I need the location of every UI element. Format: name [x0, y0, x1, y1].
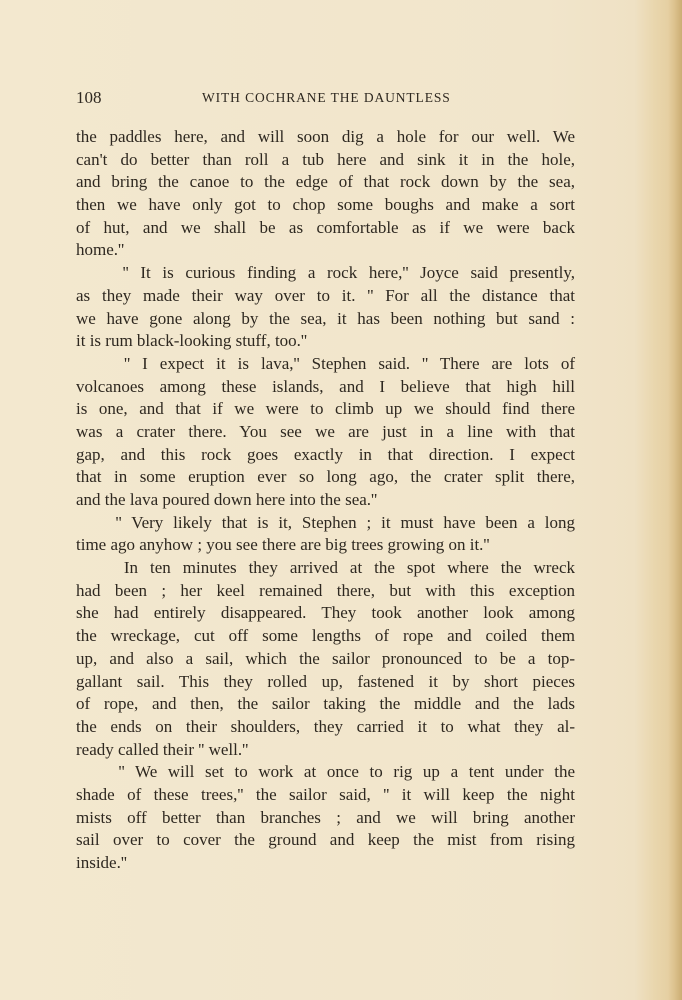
text-line: can't do better than roll a tub here and sink it in the hole, — [76, 149, 575, 169]
text-line: mists off better than branches ; and we will bring another — [76, 807, 575, 827]
text-line: shade of these trees,'' the sailor said, '' it will keep the night — [76, 784, 575, 804]
text-line: gallant sail. This they rolled up, fastened it by short pieces — [76, 671, 575, 691]
text-line: that in some eruption ever so long ago, the crater split there, — [76, 467, 575, 487]
text-line: had been ; her keel remained there, but with this exception — [76, 580, 575, 600]
text-line: gap, and this rock goes exactly in that direction. I expect — [76, 444, 575, 464]
text-line: then we have only got to chop some boughs and make a sort — [76, 195, 575, 215]
text-line: up, and also a sail, which the sailor pronounced to be a top- — [76, 648, 575, 668]
text-line: the ends on their shoulders, they carried it to what they al- — [76, 716, 575, 736]
text-line: '' We will set to work at once to rig up a tent under the — [76, 762, 575, 782]
text-line: and bring the canoe to the edge of that rock down by the sea, — [76, 172, 575, 192]
running-title: WITH COCHRANE THE DAUNTLESS — [202, 90, 451, 105]
text-line: and the lava poured down here into the sea.'' — [76, 490, 378, 509]
text-line: the paddles here, and will soon dig a hole for our well. We — [76, 127, 575, 146]
text-line: was a crater there. You see we are just in a line with that — [76, 421, 575, 441]
text-line: volcanoes among these islands, and I believe that high hill — [76, 376, 575, 396]
text-line: In ten minutes they arrived at the spot where the wreck — [76, 558, 575, 578]
text-line: of rope, and then, the sailor taking the middle and the lads — [76, 694, 575, 714]
text-line: of hut, and we shall be as comfortable as if we were back — [76, 217, 575, 237]
text-line: is one, and that if we were to climb up we should find there — [76, 399, 575, 419]
text-line: ready called their '' well.'' — [76, 739, 249, 759]
text-line: she had entirely disappeared. They took another look among — [76, 603, 575, 623]
text-line: time ago anyhow ; you see there are big trees growing on it.'' — [76, 535, 490, 555]
text-line: as they made their way over to it. '' For all the distance that — [76, 285, 575, 305]
page-edge-shadow — [668, 0, 682, 1000]
text-line: '' I expect it is lava,'' Stephen said. '' There are lots of — [76, 353, 575, 373]
text-line: inside.'' — [76, 853, 127, 872]
text-line: it is rum black-looking stuff, too.'' — [76, 331, 308, 351]
text-line: sail over to cover the ground and keep the mist from rising — [76, 830, 575, 850]
text-line: the wreckage, cut off some lengths of rope and coiled them — [76, 626, 575, 646]
text-line: '' Very likely that is it, Stephen ; it must have been a long — [76, 512, 575, 532]
text-line: '' It is curious finding a rock here,'' Joyce said presently, — [76, 263, 575, 283]
text-line: home.'' — [76, 240, 125, 260]
body-text — [76, 126, 575, 875]
page-number: 108 — [76, 88, 102, 107]
page-header — [76, 88, 576, 112]
text-line: we have gone along by the sea, it has been nothing but sand : — [76, 308, 575, 328]
